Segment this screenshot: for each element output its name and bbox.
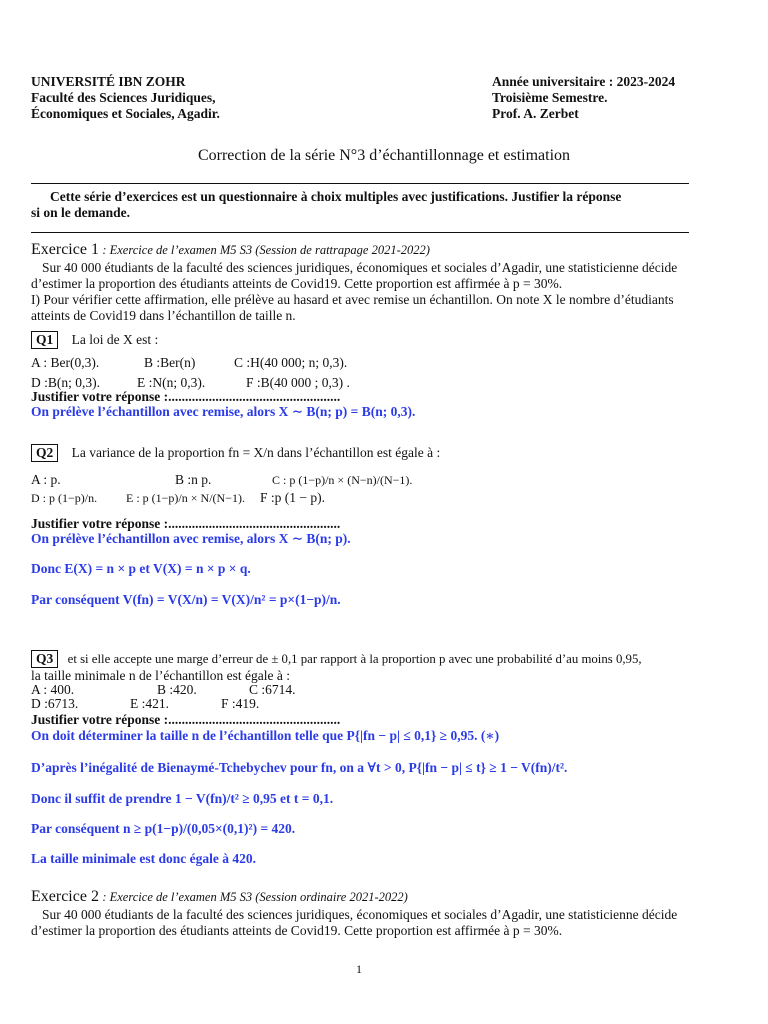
question-1: [31, 331, 158, 349]
ex2-para-2: d’estimer la proportion des étudiants atteints de Covid19. Cette proportion est affirmée à p = 30%.: [31, 923, 563, 938]
q2-option-b: B :n p.: [175, 472, 212, 487]
q3-option-b: B :420.: [157, 682, 197, 697]
ex1-para-1: Sur 40 000 étudiants de la faculté des sciences juridiques, économiques et sociales d’Agadir, une statisticienne décide: [42, 260, 678, 275]
q2-justify: Justifier votre réponse :...................................................: [31, 516, 341, 531]
q3-text-line-2: la taille minimale n de l’échantillon est égale à :: [31, 668, 291, 683]
q2-option-e: E : p (1−p)/n × N/(N−1).: [126, 491, 245, 505]
top-rule: [31, 183, 689, 184]
q2-text: La variance de la proportion fn = X/n dans l’échantillon est égale à :: [71, 445, 441, 460]
exercise-2-subtitle: : Exercice de l’examen M5 S3 (Session ordinaire 2021-2022): [102, 890, 408, 904]
q3-justify: Justifier votre réponse :...................................................: [31, 712, 341, 727]
question-3: [31, 650, 642, 668]
academic-year: Année universitaire : 2023-2024: [492, 74, 676, 89]
q3-option-d: D :6713.: [31, 696, 79, 711]
q1-label: Q1: [31, 331, 58, 349]
q1-option-b: B :Ber(n): [144, 355, 196, 370]
intro-line-1: Cette série d’exercices est un questionnaire à choix multiples avec justifications. Justifier la réponse: [50, 189, 622, 204]
ex1-para-3: I) Pour vérifier cette affirmation, elle prélève au hasard et avec remise un échantillon. On note X le nombre d’étudiants: [31, 292, 674, 307]
q1-option-a: A : Ber(0,3).: [31, 355, 100, 370]
q2-label: Q2: [31, 444, 58, 462]
q1-text: La loi de X est :: [71, 332, 159, 347]
q2-option-c: C : p (1−p)/n × (N−n)/(N−1).: [272, 473, 413, 487]
q3-answer-4: Par conséquent n ≥ p(1−p)/(0,05×(0,1)²) = 420.: [31, 821, 296, 836]
exercise-1-title: Exercice 1: [31, 241, 99, 258]
exercise-2-header: [31, 889, 408, 905]
bottom-rule: [31, 232, 689, 233]
q2-option-f: F :p (1 − p).: [260, 490, 325, 505]
q3-answer-1: On doit déterminer la taille n de l’échantillon telle que P{|fn − p| ≤ 0,1} ≥ 0,95. (∗): [31, 728, 500, 743]
professor: Prof. A. Zerbet: [492, 106, 579, 121]
q3-option-c: C :6714.: [249, 682, 296, 697]
university-name: UNIVERSITÉ IBN ZOHR: [31, 74, 186, 89]
q1-option-c: C :H(40 000; n; 0,3).: [234, 355, 348, 370]
q3-label: Q3: [31, 650, 58, 668]
q3-answer-2: D’après l’inégalité de Bienaymé-Tchebychev pour fn, on a ∀t > 0, P{|fn − p| ≤ t} ≥ 1 − V(fn)/t².: [31, 760, 568, 775]
q3-option-a: A : 400.: [31, 682, 75, 697]
ex1-para-4: atteints de Covid19 dans l’échantillon de taille n.: [31, 308, 296, 323]
q1-justify: Justifier votre réponse :...................................................: [31, 389, 341, 404]
q1-option-f: F :B(40 000 ; 0,3) .: [246, 375, 350, 390]
ex2-para-1: Sur 40 000 étudiants de la faculté des sciences juridiques, économiques et sociales d’Agadir, une statisticienne décide: [42, 907, 678, 922]
exercise-1-subtitle: : Exercice de l’examen M5 S3 (Session de rattrapage 2021-2022): [102, 243, 430, 257]
exercise-1-header: [31, 242, 430, 258]
q2-option-d: D : p (1−p)/n.: [31, 491, 98, 505]
q2-option-a: A : p.: [31, 472, 61, 487]
q3-option-e: E :421.: [130, 696, 169, 711]
ex1-para-2: d’estimer la proportion des étudiants atteints de Covid19. Cette proportion est affirmée à p = 30%.: [31, 276, 563, 291]
course-header: [492, 74, 675, 122]
q1-option-d: D :B(n; 0,3).: [31, 375, 100, 390]
q1-option-e: E :N(n; 0,3).: [137, 375, 206, 390]
q2-answer-1: On prélève l’échantillon avec remise, alors X ∼ B(n; p).: [31, 531, 351, 546]
semester: Troisième Semestre.: [492, 90, 608, 105]
q2-answer-3: Par conséquent V(fn) = V(X/n) = V(X)/n² = p×(1−p)/n.: [31, 592, 341, 607]
q3-text-line-1: et si elle accepte une marge d’erreur de ± 0,1 par rapport à la proportion p avec une probabilité d’au moins 0,95,: [67, 652, 642, 666]
q2-answer-2: Donc E(X) = n × p et V(X) = n × p × q.: [31, 561, 251, 576]
q3-option-f: F :419.: [221, 696, 260, 711]
question-2: [31, 444, 440, 462]
q1-answer: On prélève l’échantillon avec remise, alors X ∼ B(n; p) = B(n; 0,3).: [31, 404, 416, 419]
exercise-2-title: Exercice 2: [31, 888, 99, 905]
faculty-line-2: Économiques et Sociales, Agadir.: [31, 106, 220, 121]
faculty-line-1: Faculté des Sciences Juridiques,: [31, 90, 216, 105]
intro-line-2: si on le demande.: [31, 205, 131, 220]
q3-answer-3: Donc il suffit de prendre 1 − V(fn)/t² ≥ 0,95 et t = 0,1.: [31, 791, 334, 806]
document-title: Correction de la série N°3 d’échantillonnage et estimation: [197, 147, 571, 164]
q3-answer-5: La taille minimale est donc égale à 420.: [31, 851, 256, 866]
page-number: 1: [356, 962, 362, 976]
university-header: [31, 74, 220, 122]
